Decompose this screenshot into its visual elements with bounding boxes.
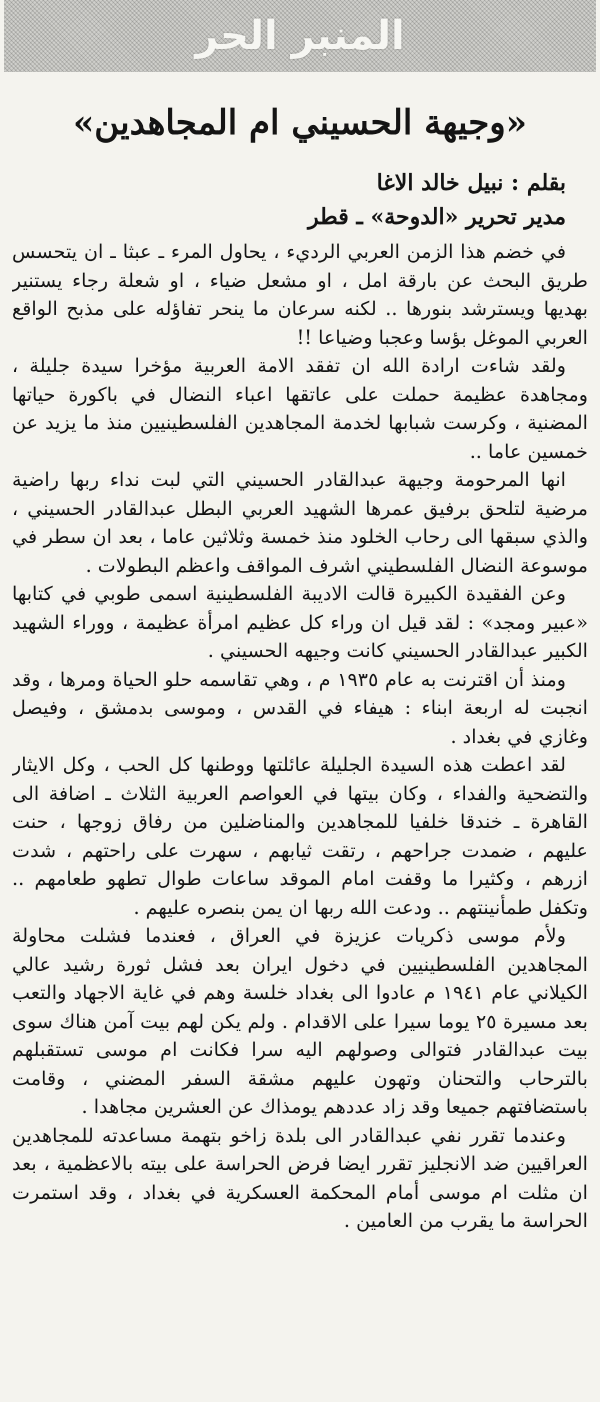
author-position: مدير تحرير «الدوحة» ـ قطر bbox=[308, 204, 566, 230]
paragraph: ولقد شاءت ارادة الله ان تفقد الامة العربية مؤخرا سيدة جليلة ، ومجاهدة عظيمة حملت على عاتقها اعباء النضال في باكورة حياتها المضنية ، وكرست شبابها لخدمة المجاهدين الفلسطينيين منذ ما يزيد عن خمسين عاما .. bbox=[12, 354, 588, 463]
paragraph: ولأم موسى ذكريات عزيزة في العراق ، فعندما فشلت محاولة المجاهدين الفلسطينيين في دخول ايران بعد فشل ثورة رشيد عالي الكيلاني عام ١٩٤١ م عادوا الى بغداد خلسة وهم في غاية الاجهاد والتعب بعد مسيرة ٢٥ يوما سيرا على الاقدام . ولم يكن لهم بيت آمن هناك سوى بيت عبدالقادر فتوالى وصولهم اليه سرا فكانت ام موسى تستقبلهم بالترحاب والتحنان وتهون عليهم مشقة السفر المضني ، وقامت باستضافتهم جميعا وقد زاد عددهم يومذاك عن العشرين مجاهدا . bbox=[12, 924, 588, 1118]
banner-title: المنبر الحر bbox=[195, 13, 405, 59]
article-body bbox=[12, 238, 588, 1398]
author-name: بقلم : نبيل خالد الاغا bbox=[376, 170, 566, 196]
paragraph: وعندما تقرر نفي عبدالقادر الى بلدة زاخو بتهمة مساعدته للمجاهدين العراقيين ضد الانجليز تقرر ايضا فرض الحراسة على بيته بالاعظمية ، بعد ان مثلت ام موسى أمام المحكمة العسكرية في بغداد ، وقد استمرت الحراسة ما يقرب من العامين . bbox=[12, 1123, 588, 1232]
paragraph: وعن الفقيدة الكبيرة قالت الاديبة الفلسطينية اسمى طوبي في كتابها «عبير ومجد» : لقد قيل ان وراء كل عظيم امرأة عظيمة ، ووراء الشهيد الكبير عبدالقادر الحسيني كانت وجيهه الحسيني . bbox=[12, 582, 588, 662]
paragraph: في خضم هذا الزمن العربي الرديء ، يحاول المرء ـ عبثا ـ ان يتحسس طريق البحث عن بارقة امل ، او مشعل ضياء ، او شعلة رجاء يستنير بهديها ويسترشد بنورها .. لكنه سرعان ما ينحر تفاؤله على مذبح الواقع العربي الموغل بؤسا وعجبا وضياعا !! bbox=[12, 240, 588, 349]
paragraph: ومنذ أن اقترنت به عام ١٩٣٥ م ، وهي تقاسمه حلو الحياة ومرها ، وقد انجبت له اربعة ابناء : هيفاء في القدس ، وموسى بدمشق ، وفيصل وغازي في بغداد . bbox=[12, 667, 588, 748]
article-headline: «وجيهة الحسيني ام المجاهدين» bbox=[73, 103, 527, 143]
paragraph: لقد اعطت هذه السيدة الجليلة عائلتها ووطنها كل الحب ، وكل الايثار والتضحية والفداء ، وكان بيتها في العواصم العربية الثلاث ـ اضافة الى القاهرة ـ خندقا خلفيا للمجاهدين والمناضلين من رفاق زوجها ، حنت عليهم ، ضمدت جراحهم ، رتقت ثيابهم ، سهرت على راحتهم ، شدت ازرهم ، وكثيرا ما وقفت امام الموقد ساعات طوال تطهو طعامهم .. وتكفل طمأنينتهم .. ودعت الله ربها ان يمن بنصره عليهم . bbox=[12, 753, 588, 919]
paragraph: انها المرحومة وجيهة عبدالقادر الحسيني التي لبت نداء ربها راضية مرضية لتلحق برفيق عمرها الشهيد العربي البطل عبدالقادر الحسيني ، والذي سبقها الى رحاب الخلود منذ خمسة وثلاثين عاما ، بعد ان سطر في موسوعة النضال الفلسطيني اشرف المواقف واعظم البطولات . bbox=[12, 468, 588, 577]
byline bbox=[26, 166, 566, 234]
column-banner bbox=[4, 0, 596, 72]
